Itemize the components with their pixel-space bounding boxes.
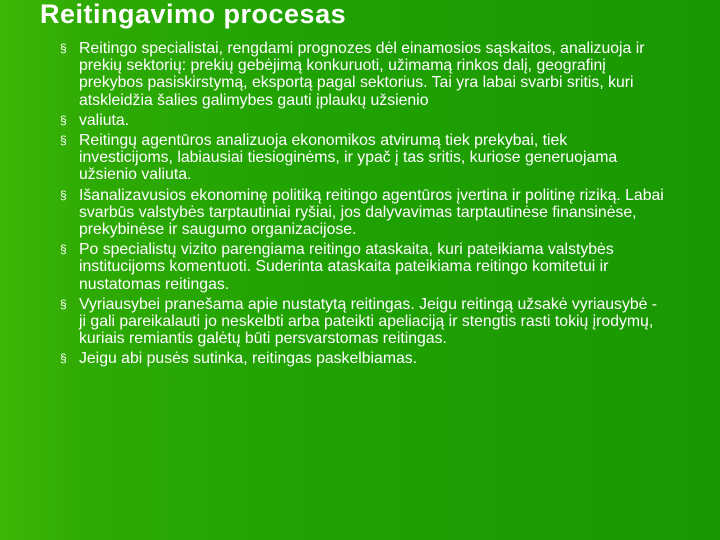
bullet-text: Išanalizavusios ekonominę politiką reitingo agentūros įvertina ir politinę riziką. Labai svarbūs valstybės tarptautiniai ryšiai, jos dalyvavimas tarptautinėse finansinėse, prekybinėse ir saugumo organizacijose. <box>79 186 664 239</box>
slide-title: Reitingavimo procesas <box>40 0 347 29</box>
bullet-item <box>58 187 664 239</box>
bullet-item <box>58 296 664 348</box>
bullet-list <box>58 40 664 371</box>
bullet-text: Vyriausybei pranešama apie nustatytą reitingas. Jeigu reitingą užsakė vyriausybė -ji gali pareikalauti jo neskelbti arba pateikti apeliaciją ir stengtis rasti tokių įrodymų, kuriais remiantis galėtų būti persvarstomas reitingas. <box>79 295 658 348</box>
bullet-marker-icon: § <box>60 296 67 311</box>
bullet-marker-icon: § <box>60 242 67 257</box>
bullet-text: Reitingų agentūros analizuoja ekonomikos atvirumą tiek prekybai, tiek investicijoms, labiausiai tiesioginėms, ir ypač į tas sritis, kuriose generuojama užsienio valiuta. <box>79 132 618 184</box>
bullet-marker-icon: § <box>60 133 67 148</box>
bullet-item <box>58 40 664 109</box>
bullet-item <box>58 241 664 293</box>
bullet-marker-icon: § <box>60 112 67 127</box>
bullet-text: Po specialistų vizito parengiama reitingo ataskaita, kuri pateikiama valstybės institucijoms komentuoti. Suderinta ataskaita pateikiama reitingo komitetui ir nustatomas reitingas. <box>79 241 614 293</box>
bullet-marker-icon: § <box>60 41 67 55</box>
bullet-text: Jeigu abi pusės sutinka, reitingas paskelbiamas. <box>79 350 418 368</box>
bullet-marker-icon: § <box>60 187 67 202</box>
bullet-item <box>58 132 664 184</box>
bullet-marker-icon: § <box>60 351 67 366</box>
bullet-item <box>58 350 664 367</box>
bullet-item <box>58 112 664 129</box>
bullet-text: Reitingo specialistai, rengdami prognozes dėl einamosios sąskaitos, analizuoja ir prekių sektorių: prekių gebėjimą konkuruoti, užimamą rinkos dalį, geografinį prekybos pasiskirstymą, eksportą pagal sektorius. Tai yra labai svarbi sritis, kuri atskleidžia šalies galimybes gauti įplaukų užsienio <box>79 40 645 109</box>
bullet-text: valiuta. <box>79 111 130 129</box>
